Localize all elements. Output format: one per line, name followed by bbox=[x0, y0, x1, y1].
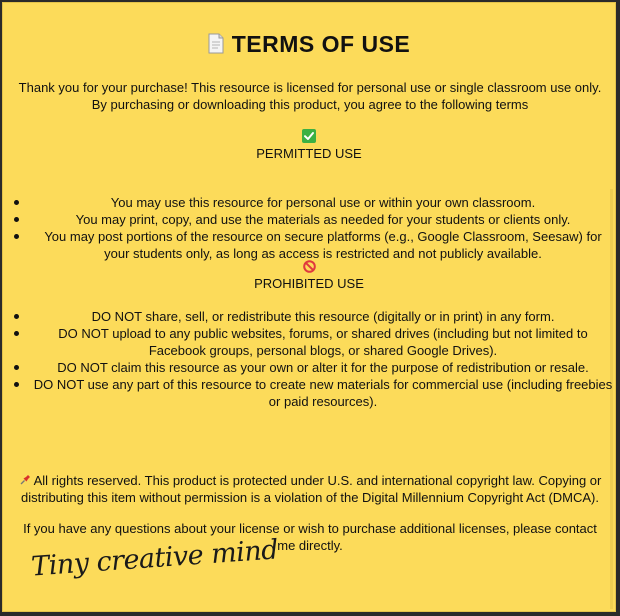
list-item: You may post portions of the resource on secure platforms (e.g., Google Classroom, Seesaw) for your students only, as long as access is restricted and not publicly available. bbox=[3, 228, 617, 262]
check-mark-icon bbox=[3, 129, 615, 143]
list-item: You may print, copy, and use the materials as needed for your students or clients only. bbox=[3, 211, 617, 228]
list-item: You may use this resource for personal use or within your own classroom. bbox=[3, 194, 617, 211]
list-item: DO NOT use any part of this resource to create new materials for commercial use (including freebies or paid resources). bbox=[3, 376, 617, 410]
copyright-paragraph bbox=[13, 472, 607, 506]
prohibited-use-heading: PROHIBITED USE bbox=[254, 276, 364, 291]
permitted-use-list bbox=[3, 194, 617, 262]
signature: Tiny creative mind bbox=[30, 534, 279, 583]
list-item: DO NOT share, sell, or redistribute this resource (digitally or in print) in any form. bbox=[3, 308, 617, 325]
bullet bbox=[14, 365, 19, 370]
intro-paragraph: Thank you for your purchase! This resource is licensed for personal use or single classroom use only. By purchasing or downloading this product, you agree to the following terms bbox=[18, 80, 602, 112]
prohibited-icon bbox=[3, 260, 615, 274]
permitted-use-heading: PERMITTED USE bbox=[256, 146, 362, 161]
list-item: DO NOT upload to any public websites, forums, or shared drives (including but not limited to Facebook groups, personal blogs, or shared Google Drives). bbox=[3, 325, 617, 359]
title-text: TERMS OF USE bbox=[231, 31, 411, 57]
bullet bbox=[14, 382, 19, 387]
list-item: DO NOT claim this resource as your own or alter it for the purpose of redistribution or resale. bbox=[3, 359, 617, 376]
bullet bbox=[14, 331, 19, 336]
bullet bbox=[14, 200, 19, 205]
pushpin-icon bbox=[19, 473, 31, 485]
terms-of-use-page bbox=[2, 2, 616, 612]
bullet bbox=[14, 217, 19, 222]
contact-paragraph: If you have any questions about your license or wish to purchase additional licenses, please contact me directly. bbox=[23, 521, 597, 553]
document-icon bbox=[208, 33, 224, 54]
page-title bbox=[3, 31, 615, 58]
bullet bbox=[14, 234, 19, 239]
prohibited-use-list bbox=[3, 308, 617, 410]
copyright-text: All rights reserved. This product is protected under U.S. and international copyright law. Copying or distributing this item without permission is a violation of the Digital Millennium Copyright Act (DMCA). bbox=[21, 473, 602, 505]
bullet bbox=[14, 314, 19, 319]
